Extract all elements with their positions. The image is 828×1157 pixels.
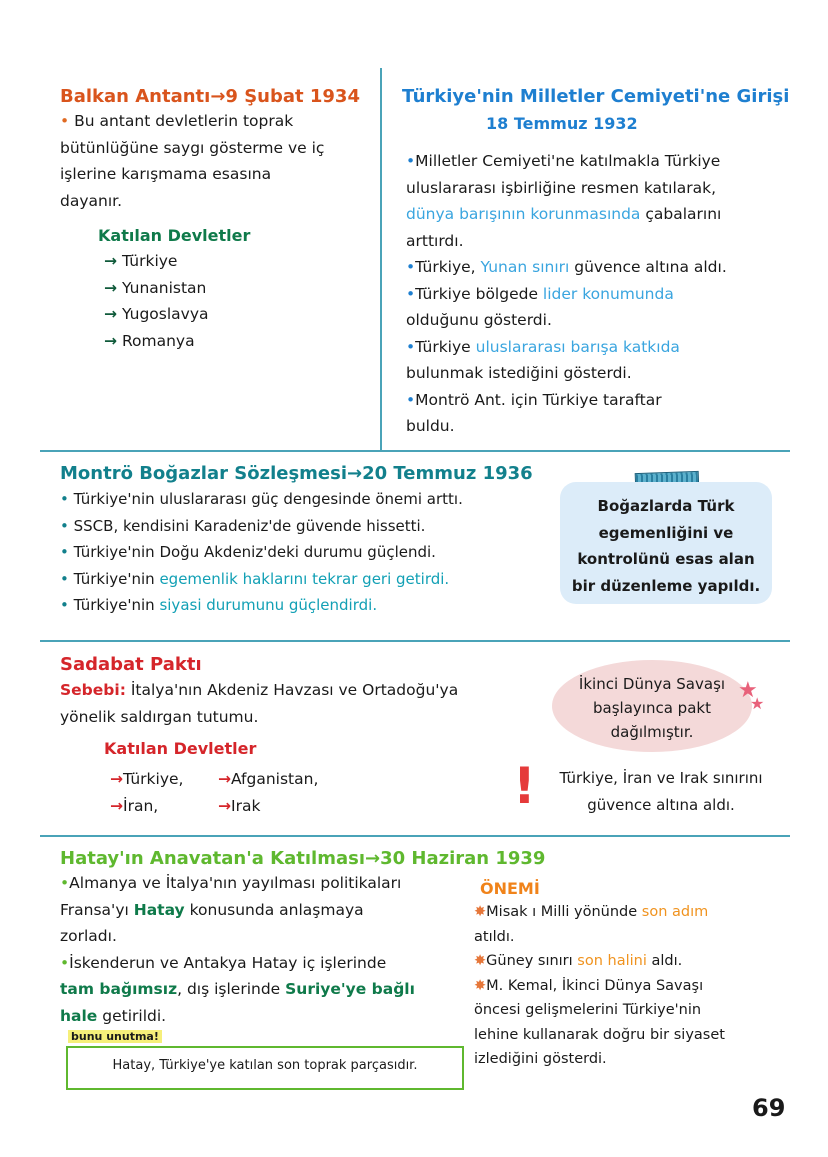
balkan-title: Balkan Antantı→9 Şubat 1934 bbox=[60, 86, 360, 107]
reminder-label: bunu unutma! bbox=[68, 1030, 162, 1043]
hatay-title: Hatay'ın Anavatan'a Katılması→30 Haziran 1939 bbox=[60, 848, 546, 869]
sadabat-note: Türkiye, İran ve Irak sınırını güvence altına aldı. bbox=[559, 769, 763, 814]
list-item: • Türkiye'nin Doğu Akdeniz'deki durumu güçlendi. bbox=[60, 543, 436, 561]
list-item: →Afganistan, bbox=[218, 770, 319, 788]
balkan-states bbox=[104, 248, 209, 354]
list-item: • Türkiye'nin uluslararası güç dengesinde önemi arttı. bbox=[60, 490, 463, 508]
bullet-icon: • bbox=[406, 337, 416, 356]
star-icon: ★ bbox=[738, 678, 758, 703]
list-item: → Romanya bbox=[104, 331, 195, 350]
bullet-icon: • bbox=[406, 284, 416, 303]
montreux-title: Montrö Boğazlar Sözleşmesi→20 Temmuz 1936 bbox=[60, 463, 533, 484]
list-item: →Türkiye, bbox=[110, 770, 184, 788]
divider-3 bbox=[40, 835, 790, 837]
page-number: 69 bbox=[752, 1094, 786, 1122]
montreux-list bbox=[60, 486, 550, 619]
list-item: →Irak bbox=[218, 796, 261, 815]
arrow-icon: → bbox=[104, 305, 117, 323]
league-date: 18 Temmuz 1932 bbox=[486, 114, 638, 133]
hatay-text: •Almanya ve İtalya'nın yayılması politikaları Fransa'yı Hatay konusunda anlaşmaya zorladı. •İskenderun ve Antakya Hatay iç işlerinde tam bağımsız, dış işlerinde Suriye'ye bağlı hale getirildi. bbox=[60, 874, 415, 1025]
balkan-line-2: işlerine karışmama esasına bbox=[60, 165, 272, 183]
balkan-line-0: Bu antant devletlerin toprak bbox=[74, 112, 294, 130]
balkan-line-3: dayanır. bbox=[60, 191, 123, 210]
hatay-reminder-text: Hatay, Türkiye'ye katılan son toprak parçasıdır. bbox=[112, 1058, 418, 1073]
list-item: → Yugoslavya bbox=[104, 305, 209, 323]
divider-2 bbox=[40, 640, 790, 642]
importance-list: ✸Misak ı Milli yönünde son adım atıldı. ✸Güney sınırı son halini aldı. ✸M. Kemal, İkinci Dünya Savaşı öncesi gelişmelerini Türkiye'nin lehine kullanarak doğru bir siyaset izlediğini gösterdi. bbox=[474, 904, 725, 1067]
bullet-icon: • bbox=[60, 112, 70, 130]
list-item: • Türkiye'nin egemenlik haklarını tekrar geri getirdi. bbox=[60, 569, 450, 588]
sadabat-subtitle: Katılan Devletler bbox=[104, 739, 257, 758]
balkan-text bbox=[60, 108, 370, 214]
list-item: → Yunanistan bbox=[104, 278, 207, 297]
list-item: → Türkiye bbox=[104, 252, 178, 270]
arrow-icon: → bbox=[104, 252, 117, 270]
balkan-subtitle: Katılan Devletler bbox=[98, 226, 251, 245]
bullet-icon: • bbox=[406, 390, 416, 409]
exclamation-icon: ! bbox=[513, 757, 536, 815]
sadabat-title: Sadabat Paktı bbox=[60, 654, 202, 675]
bullet-icon: • bbox=[406, 258, 416, 276]
divider-1 bbox=[40, 450, 790, 452]
sadabat-reason: Sebebi: İtalya'nın Akdeniz Havzası ve Ortadoğu'ya yönelik saldırgan tutumu. bbox=[60, 681, 459, 726]
star-icon: ★ bbox=[750, 694, 765, 713]
vertical-divider bbox=[380, 68, 382, 450]
importance-title: ÖNEMİ bbox=[480, 879, 540, 898]
sadabat-bubble-text: İkinci Dünya Savaşı başlayınca pakt dağılmıştır. bbox=[578, 675, 726, 741]
montreux-note-text: Boğazlarda Türk egemenliğini ve kontrolünü esas alan bir düzenleme yapıldı. bbox=[571, 497, 761, 595]
list-item: →İran, bbox=[110, 796, 159, 815]
list-item: • Türkiye'nin siyasi durumunu güçlendirdi. bbox=[60, 596, 378, 614]
sadabat-states bbox=[110, 766, 370, 819]
league-text: •Milletler Cemiyeti'ne katılmakla Türkiye uluslararası işbirliğine resmen katılarak, dünya barışının korunmasında çabalarını arttırdı. •Türkiye, Yunan sınırı güvence altına aldı. •Türkiye bölgede lider konumunda olduğunu gösterdi. •Türkiye uluslararası barışa katkıda bulunmak istediğini gösterdi. •Montrö Ant. için Türkiye taraftar buldu. bbox=[406, 152, 727, 435]
bullet-icon: • bbox=[406, 152, 416, 170]
arrow-icon: → bbox=[104, 331, 117, 350]
list-item: • SSCB, kendisini Karadeniz'de güvende hissetti. bbox=[60, 516, 426, 535]
league-title: Türkiye'nin Milletler Cemiyeti'ne Girişi bbox=[402, 86, 790, 107]
balkan-line-1: bütünlüğüne saygı gösterme ve iç bbox=[60, 138, 325, 157]
arrow-icon: → bbox=[104, 278, 117, 297]
